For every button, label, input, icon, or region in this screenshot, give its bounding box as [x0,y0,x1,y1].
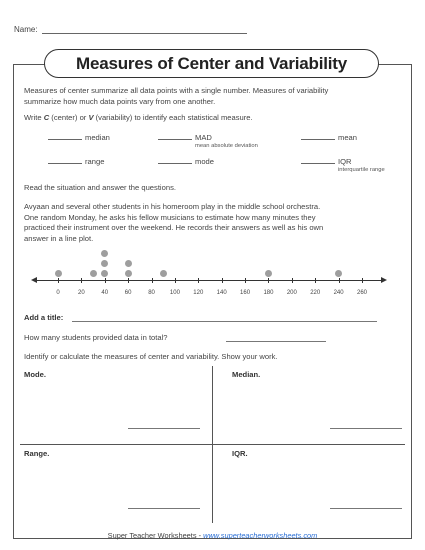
name-label: Name: [14,25,38,34]
range-answer-line[interactable] [128,508,200,509]
situation-prompt: Read the situation and answer the questions. [24,183,176,192]
arrow-left-icon [31,277,37,283]
data-point [160,270,167,277]
instructions-pre: Write [24,113,44,122]
tick-label: 260 [356,290,367,296]
tick-label: 160 [240,290,251,296]
title-answer-line[interactable] [72,321,377,322]
tick-label: 20 [78,290,85,296]
question-students: How many students provided data in total? [24,333,168,342]
data-point [90,270,97,277]
measure-mode [158,156,214,166]
measure-range [48,156,104,166]
measure-sub: interquartile range [338,167,385,173]
instructions-mid: (center) or [49,113,89,122]
measure-iqr [301,156,385,173]
data-point [265,270,272,277]
measure-label: mean [338,133,357,142]
tick-label: 0 [56,290,60,296]
tick-label: 200 [286,290,297,296]
footer-prefix: Super Teacher Worksheets - [107,531,204,540]
axis-tick [128,278,129,283]
tick-label: 60 [124,290,132,296]
intro-line-1: Measures of center summarize all data points with a single number. Measures of variability [24,86,329,95]
horizontal-divider [20,444,405,445]
axis-tick [292,278,293,283]
iqr-answer-line[interactable] [330,508,402,509]
axis-tick [268,278,269,283]
measure-mean [301,132,357,142]
situation-paragraph [24,202,409,244]
axis-tick [81,278,82,283]
measure-median [48,132,110,142]
situation-line-3: practiced their instrument over the weekend. He records their answers as well as his own [24,223,324,232]
answer-blank[interactable] [48,156,82,164]
instructions-post: (variability) to identify each statistical measure. [93,113,253,122]
axis-tick [245,278,246,283]
tick-label: 40 [101,290,109,296]
answer-blank[interactable] [48,132,82,140]
tick-label: 220 [310,290,321,296]
answer-blank[interactable] [158,156,192,164]
instructions-v: V [88,113,94,122]
add-title-label: Add a title: [24,313,64,322]
range-label: Range. [24,449,50,458]
measure-label: mode [195,157,214,166]
arrow-right-icon [381,277,387,283]
tick-label: 240 [333,290,344,296]
tick-label: 80 [148,290,155,296]
iqr-label: IQR. [232,449,248,458]
answer-blank[interactable] [301,156,335,164]
number-line [36,280,382,281]
situation-line-2: One random Monday, he asks his fellow musicians to estimate how many minutes they [24,212,316,222]
mode-answer-line[interactable] [128,428,200,429]
data-point [125,270,132,277]
measure-label: IQR [338,157,352,166]
tick-label: 100 [169,290,180,296]
median-label: Median. [232,370,261,379]
axis-tick [152,278,153,283]
measure-label: range [85,157,105,166]
data-point [55,270,62,277]
measure-mad [158,132,258,149]
question-identify: Identify or calculate the measures of center and variability. Show your work. [24,352,278,361]
measure-label: MAD [195,133,212,142]
axis-tick [198,278,199,283]
situation-line-1: Avyaan and several other students in his homeroom play in the middle school orchestra. [24,202,321,211]
instructions [24,113,253,124]
tick-label: 140 [216,290,227,296]
axis-tick [175,278,176,283]
axis-tick [58,278,59,283]
intro-line-2: summarize how much data points vary from one another. [24,96,216,106]
median-answer-line[interactable] [330,428,402,429]
data-point [125,260,132,267]
mode-label: Mode. [24,370,46,379]
measure-label: median [85,133,110,142]
intro-paragraph [24,86,404,107]
measure-sub: mean absolute deviation [195,143,258,149]
tick-label: 180 [263,290,274,296]
title-banner [44,49,379,78]
axis-tick [222,278,223,283]
students-answer-line[interactable] [226,341,326,342]
name-line[interactable] [42,33,247,34]
footer-link[interactable]: www.superteacherworksheets.com [203,531,318,540]
axis-tick [362,278,363,283]
page-title: Measures of Center and Variability [76,53,347,73]
tick-label: 120 [193,290,204,296]
answer-blank[interactable] [158,132,192,140]
axis-tick [105,278,106,283]
situation-line-4: answer in a line plot. [24,233,94,243]
instructions-c: C [43,113,50,122]
axis-tick [315,278,316,283]
footer [0,531,425,540]
axis-tick [339,278,340,283]
answer-blank[interactable] [301,132,335,140]
